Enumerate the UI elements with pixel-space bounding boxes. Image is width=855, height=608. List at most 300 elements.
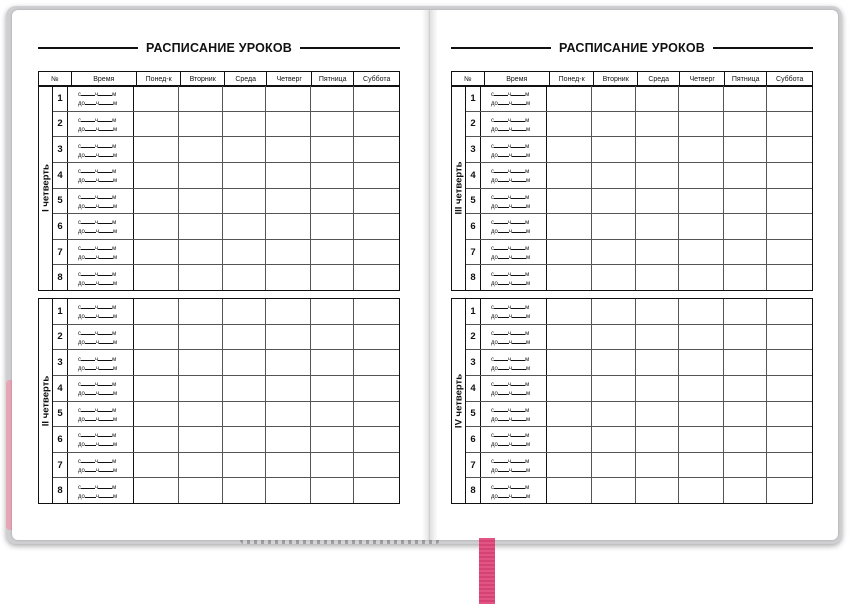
schedule-cell[interactable] — [592, 265, 636, 290]
time-hours-label: ч — [95, 229, 99, 236]
schedule-cell[interactable] — [266, 402, 311, 427]
header-day: Вторник — [594, 72, 638, 86]
schedule-cell[interactable] — [679, 265, 724, 290]
schedule-cell[interactable] — [354, 189, 399, 214]
schedule-cell[interactable] — [179, 376, 223, 401]
schedule-cell[interactable] — [724, 325, 767, 350]
schedule-cell[interactable] — [547, 112, 592, 137]
schedule-cell[interactable] — [724, 453, 767, 478]
schedule-cell[interactable] — [354, 325, 399, 350]
schedule-cell[interactable] — [724, 189, 767, 214]
schedule-cell[interactable] — [223, 189, 266, 214]
schedule-cell[interactable] — [636, 163, 679, 188]
schedule-cell[interactable] — [179, 137, 223, 162]
schedule-cell[interactable] — [311, 265, 354, 290]
schedule-cell[interactable] — [636, 427, 679, 452]
schedule-cell[interactable] — [767, 240, 812, 265]
lesson-time-field[interactable] — [68, 214, 134, 239]
schedule-cell[interactable] — [767, 137, 812, 162]
schedule-cell[interactable] — [311, 299, 354, 324]
lesson-time-field[interactable] — [68, 453, 134, 478]
schedule-cell[interactable] — [311, 478, 354, 503]
time-to-line — [491, 99, 546, 108]
time-minutes-label: м — [112, 117, 117, 124]
time-hours-label: ч — [95, 305, 99, 312]
lesson-time-field[interactable] — [481, 325, 547, 350]
time-minutes-label: м — [112, 459, 117, 466]
schedule-cell[interactable] — [179, 86, 223, 111]
schedule-cell[interactable] — [311, 402, 354, 427]
lesson-time-field[interactable] — [481, 376, 547, 401]
schedule-cell[interactable] — [354, 478, 399, 503]
schedule-cell[interactable] — [679, 325, 724, 350]
schedule-cell[interactable] — [354, 376, 399, 401]
schedule-cell[interactable] — [636, 214, 679, 239]
time-to-label: до — [78, 391, 85, 398]
time-minutes-label: м — [112, 356, 117, 363]
schedule-cell[interactable] — [724, 265, 767, 290]
lesson-time-field[interactable] — [481, 163, 547, 188]
lesson-time-field[interactable] — [68, 86, 134, 111]
schedule-cell[interactable] — [547, 265, 592, 290]
schedule-cell[interactable] — [767, 112, 812, 137]
schedule-cell[interactable] — [547, 376, 592, 401]
schedule-cell[interactable] — [134, 299, 179, 324]
schedule-cell[interactable] — [636, 478, 679, 503]
schedule-cell[interactable] — [266, 163, 311, 188]
time-to-line — [78, 415, 133, 424]
schedule-cell[interactable] — [223, 112, 266, 137]
schedule-cell[interactable] — [767, 265, 812, 290]
schedule-cell[interactable] — [354, 163, 399, 188]
schedule-cell[interactable] — [179, 189, 223, 214]
schedule-cell[interactable] — [134, 86, 179, 111]
page-title — [38, 40, 400, 56]
schedule-cell[interactable] — [179, 478, 223, 503]
time-hours-label: ч — [95, 356, 99, 363]
schedule-cell[interactable] — [592, 478, 636, 503]
lesson-number: 1 — [466, 299, 481, 324]
time-to-line — [78, 492, 133, 501]
time-to-label: до — [78, 493, 85, 500]
schedule-cell[interactable] — [636, 265, 679, 290]
schedule-cell[interactable] — [636, 350, 679, 375]
time-hours-label: ч — [508, 305, 512, 312]
time-to-label: до — [491, 255, 498, 262]
lesson-number: 8 — [53, 478, 68, 503]
time-minutes-label: м — [112, 178, 118, 185]
schedule-cell[interactable] — [223, 325, 266, 350]
lesson-time-field[interactable] — [481, 265, 547, 290]
lesson-row — [466, 427, 812, 453]
schedule-cell[interactable] — [767, 478, 812, 503]
schedule-cell[interactable] — [724, 137, 767, 162]
header-day: Среда — [225, 72, 268, 86]
time-from-line — [491, 167, 546, 176]
schedule-cell[interactable] — [679, 214, 724, 239]
time-from-label: с — [78, 92, 81, 99]
time-hours-label: ч — [95, 126, 99, 133]
time-to-label: до — [78, 468, 85, 475]
schedule-cell[interactable] — [767, 86, 812, 111]
schedule-cell[interactable] — [179, 163, 223, 188]
time-from-label: с — [491, 356, 494, 363]
lesson-time-field[interactable] — [68, 112, 134, 137]
header-time: Время — [485, 72, 550, 86]
schedule-cell[interactable] — [266, 112, 311, 137]
time-from-line — [491, 483, 546, 492]
schedule-cell[interactable] — [134, 427, 179, 452]
schedule-cell[interactable] — [592, 453, 636, 478]
time-from-line — [78, 355, 133, 364]
schedule-cell[interactable] — [724, 427, 767, 452]
schedule-cell[interactable] — [592, 240, 636, 265]
lesson-number: 2 — [466, 112, 481, 137]
schedule-cell[interactable] — [592, 427, 636, 452]
lesson-number: 6 — [466, 427, 481, 452]
time-minutes-label: м — [112, 143, 117, 150]
time-minutes-label: м — [112, 126, 118, 133]
schedule-cell[interactable] — [223, 350, 266, 375]
lesson-row — [53, 478, 399, 503]
lesson-row — [53, 453, 399, 479]
schedule-cell[interactable] — [679, 402, 724, 427]
schedule-cell[interactable] — [547, 478, 592, 503]
schedule-cell[interactable] — [354, 86, 399, 111]
schedule-cell[interactable] — [724, 478, 767, 503]
schedule-cell[interactable] — [679, 240, 724, 265]
time-minutes-label: м — [112, 255, 118, 262]
schedule-cell[interactable] — [547, 163, 592, 188]
schedule-cell[interactable] — [266, 240, 311, 265]
schedule-cell[interactable] — [592, 163, 636, 188]
schedule-cell[interactable] — [724, 376, 767, 401]
schedule-cell[interactable] — [679, 189, 724, 214]
schedule-cell[interactable] — [636, 189, 679, 214]
schedule-cell[interactable] — [223, 240, 266, 265]
lesson-time-field[interactable] — [481, 112, 547, 137]
lesson-number: 4 — [466, 376, 481, 401]
schedule-cell[interactable] — [354, 112, 399, 137]
lesson-row — [53, 402, 399, 428]
schedule-cell[interactable] — [354, 240, 399, 265]
schedule-cell[interactable] — [636, 402, 679, 427]
lesson-time-field[interactable] — [68, 478, 134, 503]
lesson-time-field[interactable] — [481, 214, 547, 239]
time-hours-label: ч — [508, 255, 512, 262]
schedule-cell[interactable] — [547, 427, 592, 452]
schedule-cell[interactable] — [134, 137, 179, 162]
schedule-cell[interactable] — [354, 299, 399, 324]
lesson-time-field[interactable] — [481, 299, 547, 324]
time-minutes-label: м — [112, 339, 118, 346]
schedule-cell[interactable] — [767, 189, 812, 214]
schedule-cell[interactable] — [679, 453, 724, 478]
time-from-label: с — [78, 305, 81, 312]
schedule-cell[interactable] — [266, 265, 311, 290]
time-from-label: с — [78, 330, 81, 337]
schedule-cell[interactable] — [266, 478, 311, 503]
schedule-cell[interactable] — [679, 112, 724, 137]
schedule-cell[interactable] — [134, 214, 179, 239]
schedule-cell[interactable] — [266, 350, 311, 375]
schedule-cell[interactable] — [179, 240, 223, 265]
lesson-time-field[interactable] — [68, 350, 134, 375]
time-to-line — [78, 364, 133, 373]
schedule-cell[interactable] — [179, 265, 223, 290]
schedule-cell[interactable] — [547, 240, 592, 265]
schedule-cell[interactable] — [724, 299, 767, 324]
schedule-cell[interactable] — [223, 299, 266, 324]
schedule-cell[interactable] — [592, 189, 636, 214]
time-from-line — [78, 329, 133, 338]
schedule-cell[interactable] — [134, 163, 179, 188]
lesson-time-field[interactable] — [68, 265, 134, 290]
lesson-time-field[interactable] — [68, 163, 134, 188]
schedule-cell[interactable] — [179, 325, 223, 350]
schedule-cell[interactable] — [311, 137, 354, 162]
lesson-number: 5 — [53, 189, 68, 214]
schedule-cell[interactable] — [179, 427, 223, 452]
lesson-time-field[interactable] — [68, 376, 134, 401]
schedule-cell[interactable] — [592, 86, 636, 111]
schedule-cell[interactable] — [266, 189, 311, 214]
schedule-cell[interactable] — [767, 453, 812, 478]
lesson-time-field[interactable] — [481, 427, 547, 452]
schedule-cell[interactable] — [767, 299, 812, 324]
schedule-cell[interactable] — [547, 402, 592, 427]
lesson-number: 4 — [53, 376, 68, 401]
header-day: Пятница — [725, 72, 768, 86]
lesson-time-field[interactable] — [481, 478, 547, 503]
time-hours-label: ч — [508, 468, 512, 475]
schedule-cell[interactable] — [767, 427, 812, 452]
schedule-cell[interactable] — [311, 453, 354, 478]
schedule-cell[interactable] — [592, 325, 636, 350]
time-to-label: до — [491, 152, 498, 159]
schedule-cell[interactable] — [223, 265, 266, 290]
bookmark-ribbon[interactable] — [479, 538, 495, 604]
schedule-cell[interactable] — [311, 112, 354, 137]
schedule-cell[interactable] — [134, 189, 179, 214]
time-hours-label: ч — [95, 407, 99, 414]
schedule-cell[interactable] — [134, 453, 179, 478]
schedule-cell[interactable] — [266, 137, 311, 162]
schedule-cell[interactable] — [724, 240, 767, 265]
schedule-cell[interactable] — [592, 137, 636, 162]
schedule-cell[interactable] — [636, 112, 679, 137]
schedule-cell[interactable] — [179, 402, 223, 427]
lesson-number: 7 — [53, 453, 68, 478]
schedule-cell[interactable] — [679, 86, 724, 111]
schedule-cell[interactable] — [223, 427, 266, 452]
schedule-cell[interactable] — [179, 112, 223, 137]
schedule-cell[interactable] — [767, 376, 812, 401]
schedule-cell[interactable] — [679, 350, 724, 375]
schedule-cell[interactable] — [767, 402, 812, 427]
time-hours-label: ч — [95, 271, 99, 278]
time-to-line — [78, 125, 133, 134]
lesson-time-field[interactable] — [68, 240, 134, 265]
time-from-label: с — [78, 407, 81, 414]
schedule-cell[interactable] — [724, 86, 767, 111]
time-minutes-label: м — [525, 382, 530, 389]
time-to-label: до — [491, 178, 498, 185]
schedule-cell[interactable] — [354, 350, 399, 375]
time-minutes-label: м — [525, 194, 530, 201]
schedule-cell[interactable] — [547, 86, 592, 111]
schedule-cell[interactable] — [679, 376, 724, 401]
schedule-cell[interactable] — [134, 402, 179, 427]
schedule-cell[interactable] — [592, 402, 636, 427]
schedule-cell[interactable] — [547, 299, 592, 324]
schedule-cell[interactable] — [547, 214, 592, 239]
schedule-cell[interactable] — [679, 163, 724, 188]
schedule-cell[interactable] — [266, 86, 311, 111]
schedule-cell[interactable] — [311, 325, 354, 350]
schedule-cell[interactable] — [354, 427, 399, 452]
lesson-time-field[interactable] — [481, 189, 547, 214]
schedule-cell[interactable] — [547, 325, 592, 350]
schedule-cell[interactable] — [179, 350, 223, 375]
schedule-cell[interactable] — [724, 350, 767, 375]
schedule-cell[interactable] — [179, 299, 223, 324]
schedule-cell[interactable] — [311, 214, 354, 239]
schedule-cell[interactable] — [636, 325, 679, 350]
lesson-time-field[interactable] — [481, 350, 547, 375]
schedule-cell[interactable] — [724, 214, 767, 239]
time-to-label: до — [491, 416, 498, 423]
lesson-row — [53, 163, 399, 189]
header-day: Четверг — [680, 72, 725, 86]
schedule-cell[interactable] — [266, 427, 311, 452]
schedule-cell[interactable] — [724, 402, 767, 427]
lesson-time-field[interactable] — [481, 402, 547, 427]
schedule-cell[interactable] — [134, 240, 179, 265]
schedule-cell[interactable] — [266, 325, 311, 350]
lesson-time-field[interactable] — [68, 402, 134, 427]
lesson-number: 1 — [466, 86, 481, 111]
schedule-cell[interactable] — [547, 453, 592, 478]
lesson-number: 8 — [53, 265, 68, 290]
schedule-cell[interactable] — [592, 214, 636, 239]
schedule-cell[interactable] — [223, 376, 266, 401]
schedule-cell[interactable] — [636, 453, 679, 478]
time-from-line — [78, 116, 133, 125]
time-to-label: до — [78, 280, 85, 287]
lesson-time-field[interactable] — [481, 137, 547, 162]
schedule-cell[interactable] — [592, 299, 636, 324]
schedule-cell[interactable] — [679, 478, 724, 503]
schedule-cell[interactable] — [679, 299, 724, 324]
schedule-cell[interactable] — [354, 453, 399, 478]
schedule-cell[interactable] — [724, 163, 767, 188]
schedule-cell[interactable] — [134, 325, 179, 350]
schedule-cell[interactable] — [311, 189, 354, 214]
lesson-time-field[interactable] — [68, 137, 134, 162]
schedule-cell[interactable] — [547, 350, 592, 375]
schedule-cell[interactable] — [767, 350, 812, 375]
schedule-cell[interactable] — [266, 453, 311, 478]
schedule-cell[interactable] — [134, 350, 179, 375]
schedule-cell[interactable] — [636, 86, 679, 111]
lesson-number: 8 — [466, 265, 481, 290]
schedule-cell[interactable] — [636, 240, 679, 265]
time-hours-label: ч — [95, 101, 99, 108]
schedule-cell[interactable] — [223, 402, 266, 427]
schedule-cell[interactable] — [266, 214, 311, 239]
schedule-cell[interactable] — [134, 478, 179, 503]
time-from-line — [78, 380, 133, 389]
schedule-cell[interactable] — [636, 137, 679, 162]
lesson-time-field[interactable] — [68, 299, 134, 324]
schedule-cell[interactable] — [767, 214, 812, 239]
time-hours-label: ч — [95, 433, 99, 440]
schedule-cell[interactable] — [767, 325, 812, 350]
schedule-cell[interactable] — [266, 299, 311, 324]
schedule-cell[interactable] — [592, 112, 636, 137]
time-from-line — [78, 483, 133, 492]
schedule-cell[interactable] — [354, 137, 399, 162]
schedule-cell[interactable] — [354, 265, 399, 290]
schedule-cell[interactable] — [724, 112, 767, 137]
schedule-cell[interactable] — [592, 350, 636, 375]
schedule-cell[interactable] — [311, 427, 354, 452]
schedule-cell[interactable] — [636, 376, 679, 401]
lesson-time-field[interactable] — [481, 453, 547, 478]
schedule-cell[interactable] — [223, 478, 266, 503]
schedule-cell[interactable] — [354, 402, 399, 427]
schedule-cell[interactable] — [636, 299, 679, 324]
schedule-cell[interactable] — [767, 163, 812, 188]
schedule-cell[interactable] — [134, 376, 179, 401]
schedule-cell[interactable] — [134, 112, 179, 137]
lesson-time-field[interactable] — [481, 86, 547, 111]
schedule-cell[interactable] — [311, 376, 354, 401]
schedule-cell[interactable] — [179, 453, 223, 478]
time-hours-label: ч — [508, 178, 512, 185]
schedule-cell[interactable] — [311, 240, 354, 265]
lesson-time-field[interactable] — [481, 240, 547, 265]
schedule-cell[interactable] — [266, 376, 311, 401]
schedule-cell[interactable] — [223, 214, 266, 239]
lesson-time-field[interactable] — [68, 427, 134, 452]
schedule-cell[interactable] — [223, 163, 266, 188]
schedule-cell[interactable] — [311, 163, 354, 188]
schedule-cell[interactable] — [679, 137, 724, 162]
schedule-cell[interactable] — [547, 137, 592, 162]
schedule-cell[interactable] — [223, 137, 266, 162]
schedule-cell[interactable] — [679, 427, 724, 452]
schedule-cell[interactable] — [547, 189, 592, 214]
time-from-line — [78, 244, 133, 253]
schedule-cell[interactable] — [311, 86, 354, 111]
schedule-cell[interactable] — [592, 376, 636, 401]
time-to-label: до — [78, 229, 85, 236]
time-minutes-label: м — [112, 484, 117, 491]
lesson-time-field[interactable] — [68, 189, 134, 214]
schedule-cell[interactable] — [179, 214, 223, 239]
schedule-cell[interactable] — [134, 265, 179, 290]
time-to-line — [78, 151, 133, 160]
schedule-cell[interactable] — [311, 350, 354, 375]
schedule-cell[interactable] — [223, 86, 266, 111]
time-hours-label: ч — [508, 314, 512, 321]
time-hours-label: ч — [508, 126, 512, 133]
schedule-cell[interactable] — [223, 453, 266, 478]
schedule-cell[interactable] — [354, 214, 399, 239]
lesson-time-field[interactable] — [68, 325, 134, 350]
